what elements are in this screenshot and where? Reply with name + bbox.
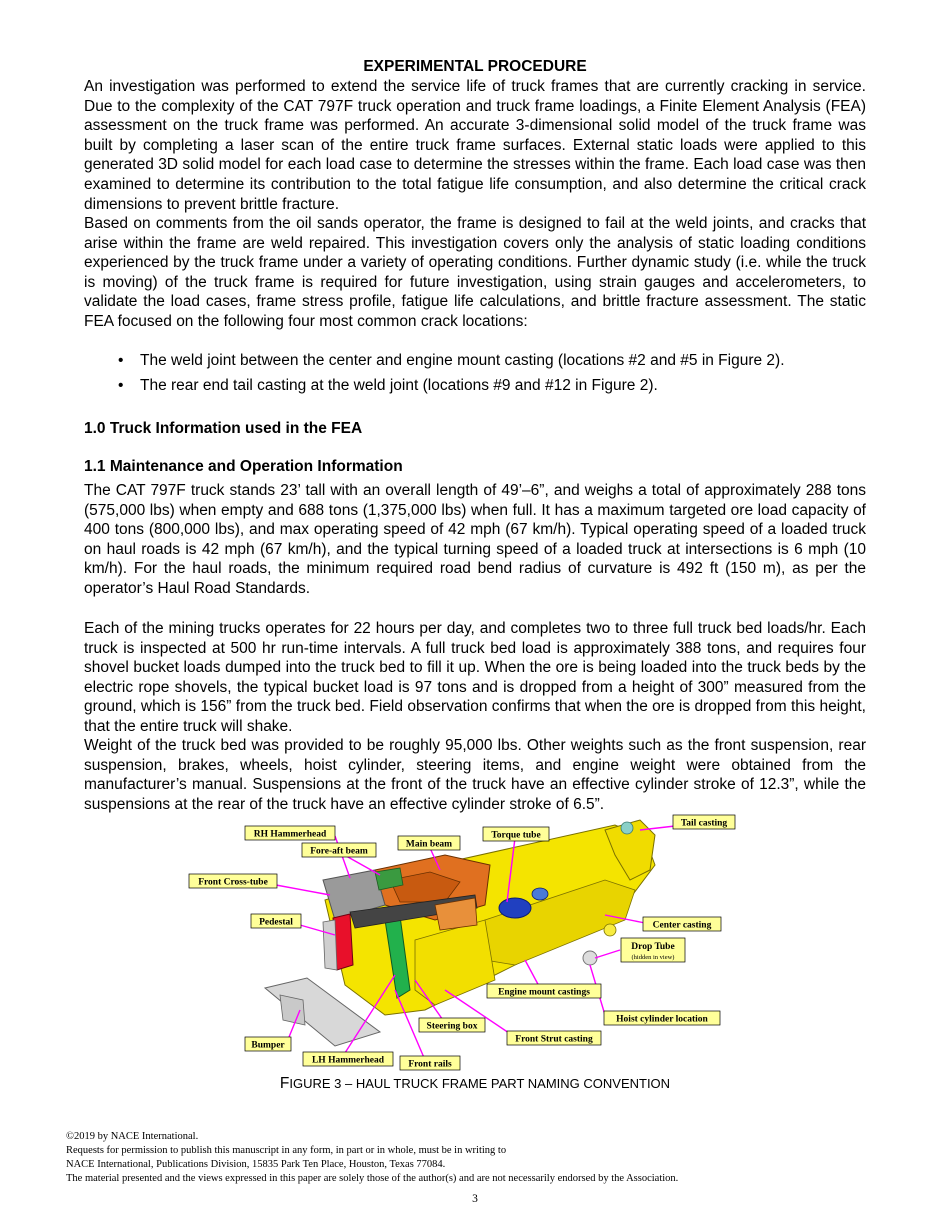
label-bumper: Bumper [251,1040,285,1051]
label-drop-tube: Drop Tube [631,942,675,952]
footer-address: NACE International, Publications Division, 15835 Park Ten Place, Houston, Texas 77084. [66,1159,446,1170]
label-main-beam: Main beam [405,839,453,850]
heading-truck-information: 1.0 Truck Information used in the FEA [84,420,363,437]
label-fore-aft-beam: Fore-aft beam [310,846,368,857]
label-lh-hammerhead: LH Hammerhead [311,1055,385,1066]
copyright-footer [66,1130,886,1186]
label-front-strut-casting: Front Strut casting [515,1034,593,1045]
label-center-casting: Center casting [652,920,712,931]
label-rh-hammerhead: RH Hammerhead [253,829,327,840]
footer-copyright: ©2019 by NACE International. [66,1131,199,1142]
bullet-icon: • [118,377,124,394]
label-torque-tube: Torque tube [491,830,541,841]
footer-disclaimer: The material presented and the views expressed in this paper are solely those of the author(s) and are not necessarily endorsed by the Association. [66,1173,679,1184]
heading-maintenance-operation: 1.1 Maintenance and Operation Information [84,458,403,475]
bullet-icon: • [118,352,124,369]
label-hoist-cylinder-location: Hoist cylinder location [616,1014,708,1025]
paragraph-weights: Weight of the truck bed was provided to be roughly 95,000 lbs. Other weights such as the front suspension, rear suspension, brakes, wheels, hoist cylinder, steering items, and engine weight were obtained from the manufacturer’s manual. Suspensions at the front of the truck have an effective cylinder stroke of 12.3”, while the suspensions at the rear of the truck have an effective cylinder stroke of 6.5”. [84,737,866,813]
label-front-rails: Front rails [408,1059,452,1070]
paragraph-operation: Each of the mining trucks operates for 22 hours per day, and completes two to three full truck bed loads/hr. Each truck is inspected at 500 hr run-time intervals. A full truck bed load is approximately 388 tons, and requires four shovel bucket loads dumped into the truck bed to fill it up. When the ore is being loaded into the truck beds by the electric rope shovels, the typical bucket load is 97 tons and is dropped from a height of 300” measured from the ground, which is 156” from the truck bed. Field observation confirms that when the ore is dropped from this height, that the entire truck will shake. [84,620,866,735]
paragraph-scope: Based on comments from the oil sands operator, the frame is designed to fail at the weld joints, and cracks that arise within the frame are weld repaired. This investigation covers only the analysis of static loading conditions experienced by the truck frame under a variety of operating conditions. Further dynamic study (i.e. while the truck is moving) of the truck frame is required for future investigation, using strain gauges and accelerometers, to validate the load cases, frame stress profile, fatigue life calculations, and brittle fracture assessment. The static FEA focused on the following four most common crack locations: [84,215,866,330]
truck-frame-figure [185,810,745,1075]
page-number: 3 [472,1193,478,1205]
label-drop-tube-note: (hidden in view) [631,954,675,961]
label-pedestal: Pedestal [259,917,293,928]
figure-caption: FIGURE 3 – HAUL TRUCK FRAME PART NAMING CONVENTION [279,1075,671,1092]
list-item: • The weld joint between the center and engine mount casting (locations #2 and #5 in Figure 2). [118,352,785,369]
section-title: EXPERIMENTAL PROCEDURE [363,58,587,75]
label-engine-mount-castings: Engine mount castings [498,987,590,998]
list-item: • The rear end tail casting at the weld joint (locations #9 and #12 in Figure 2). [118,377,658,394]
crack-location-list [84,351,866,401]
label-steering-box: Steering box [426,1021,478,1032]
paragraph-truck-specs: The CAT 797F truck stands 23’ tall with an overall length of 49’–6”, and weighs a total of approximately 288 tons (575,000 lbs) when empty and 688 tons (1,375,000 lbs) when full. It has a maximum targeted ore load capacity of 400 tons (800,000 lbs), and max operating speed of 42 mph (67 km/h). Typical operating speed of a loaded truck on haul roads is 42 mph (67 km/h), and the typical turning speed of a loaded truck at intersections is 6 mph (10 km/h). For the haul roads, the minimum required road bend radius of curvature is 492 ft (150 m), as per the operator’s Haul Road Standards. [84,482,866,597]
footer-permission: Requests for permission to publish this manuscript in any form, in part or in whole, must be in writing to [66,1145,507,1156]
label-front-cross-tube: Front Cross-tube [198,877,268,888]
paragraph-intro: An investigation was performed to extend the service life of truck frames that are currently cracking in service. Due to the complexity of the CAT 797F truck operation and truck frame loadings, a Finite Element Analysis (FEA) assessment on the truck frame was performed. An accurate 3-dimensional solid model of the truck frame was built by completing a laser scan of the entire truck frame surfaces. External static loads were applied to this generated 3D solid model for each load case to determine the stresses within the frame. Each load case was then examined to determine its contribution to the total fatigue life consumption, and also determine the critical crack dimensions to prevent brittle fracture. [84,78,866,213]
label-tail-casting: Tail casting [680,818,728,829]
